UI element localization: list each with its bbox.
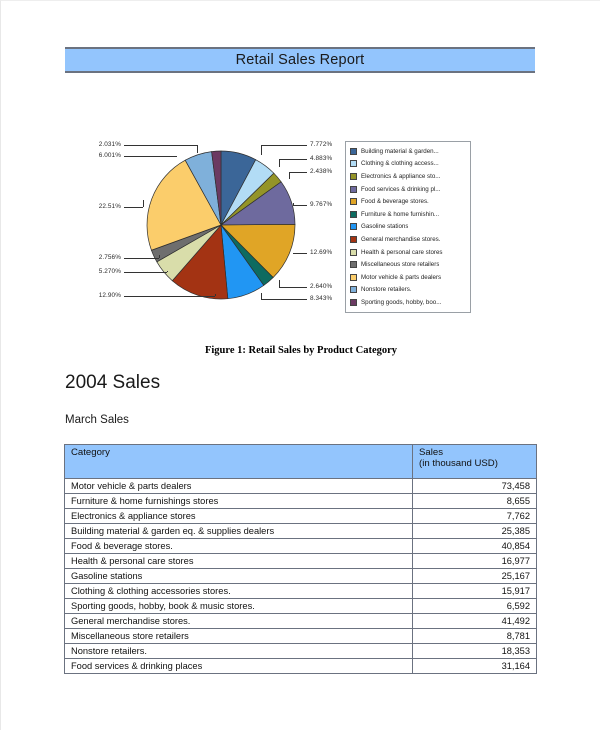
table-row [65, 554, 537, 569]
legend-item[interactable] [350, 246, 468, 259]
table-row [65, 539, 537, 554]
legend-item[interactable] [350, 233, 468, 246]
pie-percent-label: 22.51% [98, 203, 121, 210]
pie-percent-label: 8.343% [310, 295, 333, 302]
pie-leader-connector [215, 294, 216, 296]
pie-leader-line [279, 287, 307, 288]
legend-color-swatch [350, 148, 357, 155]
legend-color-swatch [350, 299, 357, 306]
legend-color-swatch [350, 236, 357, 243]
pie-leader-connector [159, 255, 160, 258]
cell-category: Furniture & home furnishings stores [65, 494, 413, 509]
cell-category: Gasoline stations [65, 569, 413, 584]
cell-category: Health & personal care stores [65, 554, 413, 569]
table-row [65, 494, 537, 509]
cell-category: General merchandise stores. [65, 614, 413, 629]
table-row [65, 569, 537, 584]
pie-percent-label: 7.772% [310, 141, 333, 148]
table-row [65, 584, 537, 599]
legend-item[interactable] [350, 158, 468, 171]
pie-leader-line [261, 145, 307, 146]
legend-item[interactable] [350, 183, 468, 196]
cell-category: Miscellaneous store retailers [65, 629, 413, 644]
legend-item[interactable] [350, 195, 468, 208]
table-row [65, 644, 537, 659]
cell-category: Sporting goods, hobby, book & music stores. [65, 599, 413, 614]
table-header-row [65, 445, 537, 479]
pie-leader-connector [261, 293, 262, 299]
table-row [65, 614, 537, 629]
pie-percent-label: 2.031% [98, 141, 121, 148]
pie-leader-connector [167, 271, 168, 272]
cell-category: Building material & garden eq. & supplies dealers [65, 524, 413, 539]
legend-color-swatch [350, 186, 357, 193]
legend-color-swatch [350, 173, 357, 180]
cell-category: Food services & drinking places [65, 659, 413, 674]
pie-leader-line [289, 172, 307, 173]
pie-percent-label: 2.438% [310, 168, 333, 175]
report-title-banner [65, 47, 535, 73]
table-row [65, 629, 537, 644]
legend-item[interactable] [350, 271, 468, 284]
legend-item-label: Miscellaneous store retailers [361, 261, 440, 269]
pie-leader-line [293, 253, 307, 254]
legend-item-label: Food services & drinking pl... [361, 185, 441, 193]
cell-sales: 40,854 [413, 539, 537, 554]
table-row [65, 509, 537, 524]
pie-chart-svg [145, 149, 297, 301]
pie-leader-line [124, 272, 167, 273]
chart-figure [65, 137, 535, 327]
pie-leader-line [261, 299, 307, 300]
legend-item-label: Furniture & home furnishin... [361, 210, 440, 218]
cell-category: Electronics & appliance stores [65, 509, 413, 524]
legend-color-swatch [350, 249, 357, 256]
pie-leader-line [279, 159, 307, 160]
pie-leader-connector [143, 200, 144, 207]
legend-item[interactable] [350, 208, 468, 221]
legend-item-label: Building material & garden... [361, 147, 439, 155]
pie-leader-line [124, 207, 143, 208]
pie-leader-connector [289, 172, 290, 179]
pie-leader-line [293, 205, 307, 206]
figure-caption: Figure 1: Retail Sales by Product Category [204, 345, 398, 356]
legend-item-label: Sporting goods, hobby, boo... [361, 298, 442, 306]
pie-leader-line [124, 156, 177, 157]
legend-item[interactable] [350, 258, 468, 271]
pie-leader-line [124, 296, 215, 297]
table-row [65, 479, 537, 494]
page-title: Retail Sales Report [235, 52, 365, 68]
pie-percent-label: 6.001% [98, 152, 121, 159]
pie-leader-connector [261, 145, 262, 155]
legend-item-label: Health & personal care stores [361, 248, 443, 256]
cell-category: Food & beverage stores. [65, 539, 413, 554]
pie-leader-connector [279, 280, 280, 287]
cell-sales: 15,917 [413, 584, 537, 599]
cell-sales: 31,164 [413, 659, 537, 674]
cell-sales: 7,762 [413, 509, 537, 524]
legend-color-swatch [350, 160, 357, 167]
cell-category: Nonstore retailers. [65, 644, 413, 659]
legend-item-label: Clothing & clothing access... [361, 160, 439, 168]
legend-item[interactable] [350, 145, 468, 158]
pie-percent-label: 2.756% [98, 254, 121, 261]
pie-percent-label: 4.883% [310, 155, 333, 162]
legend-item[interactable] [350, 170, 468, 183]
cell-sales: 73,458 [413, 479, 537, 494]
cell-category: Clothing & clothing accessories stores. [65, 584, 413, 599]
section-heading-year: 2004 Sales [65, 372, 161, 393]
table-row [65, 659, 537, 674]
pie-leader-connector [197, 145, 198, 153]
legend-item[interactable] [350, 221, 468, 234]
legend-item-label: Food & beverage stores. [361, 198, 429, 206]
pie-percent-label: 2.640% [310, 283, 333, 290]
cell-sales: 18,353 [413, 644, 537, 659]
table-header [65, 445, 537, 479]
legend-item[interactable] [350, 296, 468, 309]
pie-leader-line [124, 258, 159, 259]
legend-item[interactable] [350, 284, 468, 297]
legend-color-swatch [350, 198, 357, 205]
legend-item-label: Electronics & appliance sto... [361, 172, 441, 180]
legend-color-swatch [350, 211, 357, 218]
pie-percent-label: 9.767% [310, 201, 333, 208]
legend-item-label: Motor vehicle & parts dealers [361, 273, 442, 281]
legend-item-label: Nonstore retailers. [361, 286, 412, 294]
legend-item-label: Gasoline stations [361, 223, 409, 231]
cell-sales: 8,781 [413, 629, 537, 644]
pie-leader-line [124, 145, 197, 146]
cell-sales: 25,167 [413, 569, 537, 584]
pie-chart [145, 149, 297, 301]
column-header-sales [413, 445, 537, 479]
cell-sales: 25,385 [413, 524, 537, 539]
table-body [65, 479, 537, 674]
pie-leader-connector [293, 203, 294, 205]
section-heading-month: March Sales [65, 414, 129, 426]
legend-color-swatch [350, 223, 357, 230]
cell-sales: 41,492 [413, 614, 537, 629]
sales-table [64, 444, 537, 674]
pie-percent-label: 12.69% [310, 249, 333, 256]
cell-category: Motor vehicle & parts dealers [65, 479, 413, 494]
pie-percent-label: 12.90% [98, 292, 121, 299]
cell-sales: 16,977 [413, 554, 537, 569]
legend-color-swatch [350, 286, 357, 293]
table-row [65, 524, 537, 539]
column-header-category: Category [65, 445, 413, 479]
cell-sales: 6,592 [413, 599, 537, 614]
pie-leader-connector [279, 159, 280, 167]
table-row [65, 599, 537, 614]
column-header-sales-label: Sales [419, 447, 443, 458]
chart-legend [345, 141, 471, 313]
column-header-sales-sublabel: (in thousand USD) [419, 458, 498, 469]
pie-percent-label: 5.270% [98, 268, 121, 275]
cell-sales: 8,655 [413, 494, 537, 509]
legend-item-label: General merchandise stores. [361, 235, 441, 243]
legend-color-swatch [350, 261, 357, 268]
legend-color-swatch [350, 274, 357, 281]
